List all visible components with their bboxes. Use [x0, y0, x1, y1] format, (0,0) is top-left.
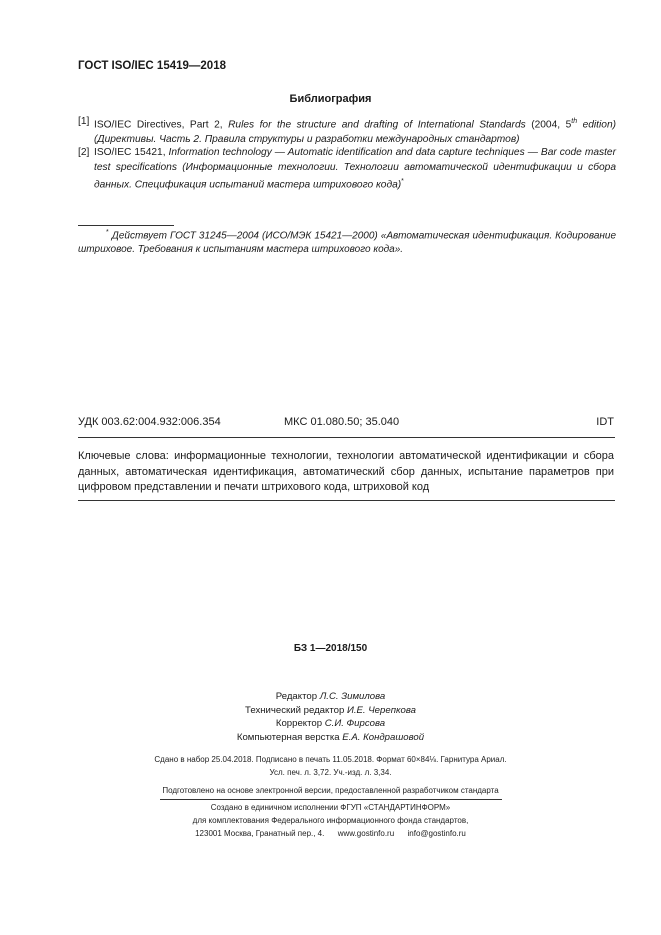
editor-line: Редактор Л.С. Зимилова: [275, 691, 386, 702]
editor-line: Компьютерная верстка Е.А. Кондрашовой: [236, 731, 425, 743]
imprint-contacts: 123001 Москва, Гранатный пер., 4. www.gostinfo.ru info@gostinfo.ru: [195, 829, 466, 838]
bibliography-ref-1: [78, 115, 616, 147]
bibliography-title: Библиография: [289, 93, 372, 105]
ref-text: (2004, 5: [525, 119, 572, 131]
ref-text: ISO/IEC Directives, Part 2,: [94, 119, 229, 131]
footnote-text: Действует ГОСТ 31245—2004 (ИСО/МЭК 15421—2000) «Автоматическая идентификация. Кодирование штриховое. Требования к испытаниям мастера штрихового кода».: [78, 230, 617, 256]
imprint-line: Сдано в набор 25.04.2018. Подписано в печать 11.05.2018. Формат 60×84⅛. Гарнитура Ариал.: [154, 755, 507, 764]
imprint-line: Создано в единичном исполнении ФГУП «СТАНДАРТИНФОРМ»: [210, 803, 451, 812]
bz-number: БЗ 1—2018/150: [293, 643, 368, 654]
ref-title: Information technology — Automatic identification and data capture techniques — Bar code master test specifications (Информационные технологии. Технологии автоматической идентификации и сбора данных. Спецификация испытаний мастера штрихового кода): [94, 147, 616, 191]
udk-code: УДК 003.62:004.932:006.354: [78, 416, 221, 428]
ref-text: edition): [577, 119, 616, 131]
ref-translation: (Директивы. Часть 2. Правила структуры и разработки международных стандартов): [94, 133, 520, 145]
ref-number: [2]: [78, 147, 90, 158]
imprint-line: для комплектования Федерального информационного фонда стандартов,: [192, 816, 469, 825]
ref-footnote-mark: *: [401, 178, 404, 185]
ref-number: [1]: [78, 116, 90, 127]
divider: [78, 437, 615, 438]
document-header: ГОСТ ISO/IEC 15419—2018: [78, 60, 226, 72]
idt-label: IDT: [596, 416, 614, 428]
ref-superscript: th: [571, 118, 578, 125]
divider: [78, 500, 615, 501]
editor-line: Корректор С.И. Фирсова: [275, 718, 386, 729]
imprint-line: Подготовлено на основе электронной версии, предоставленной разработчиком стандарта: [162, 786, 499, 795]
keywords: Ключевые слова: информационные технологии, технологии автоматической идентификации и сбора данных, автоматическая идентификация, автоматический сбор данных, испытание параметров при цифровом представлении и печати штрихового кода, штриховой код: [78, 450, 614, 494]
footnote-mark: *: [106, 229, 109, 236]
footnote: [78, 226, 616, 257]
ref-text: ISO/IEC 15421,: [94, 147, 169, 158]
divider: [160, 799, 502, 800]
imprint-line: Усл. печ. л. 3,72. Уч.-изд. л. 3,34.: [269, 768, 392, 777]
mks-code: МКС 01.080.50; 35.040: [284, 416, 400, 428]
bibliography-ref-2: [78, 146, 616, 193]
ref-title: Rules for the structure and drafting of International Standards: [228, 119, 526, 131]
editors-block: [0, 690, 661, 744]
editor-line: Технический редактор И.Е. Черепкова: [245, 704, 416, 716]
